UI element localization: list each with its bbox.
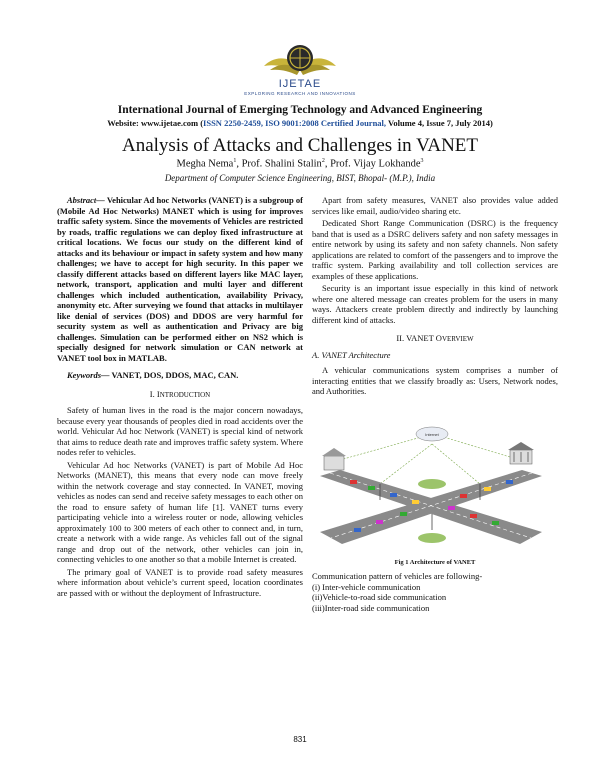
intro-paragraph-2: Vehicular Ad hoc Networks (VANET) is part of Mobile Ad Hoc Networks (MANET), this means that every node can move freely within the network coverage and stay connected. In VANET, moving vehicles as nodes can send and receive safety messages to each other on the road to ensure safety of human life [1]. VANET turns every participating vehicle into a wireless router or node, allowing vehicles approximately 100 to 300 meters of each other to connect and, in turn, create a network with a wide range. As vehicles fall out of the signal range and drop out of the network, other vehicles can join in, connecting vehicles to one another so that a mobile Internet is created. — [57, 459, 303, 564]
right-paragraph-1: Apart from safety measures, VANET also provides value added services like email, audio/video sharing etc. — [312, 195, 558, 216]
communication-patterns — [312, 571, 558, 613]
right-paragraph-3: Security is an important issue especially in this kind of network where one altered message can creates problem for the users in many ways. Attackers create problem directly and indirectly by launching different kind of attacks. — [312, 283, 558, 325]
figure-caption: Fig 1 Architecture of VANET — [394, 559, 476, 566]
abstract-label: Abstract— — [67, 195, 105, 205]
right-column — [312, 195, 558, 399]
left-column — [57, 195, 303, 600]
author-2: , Prof. Shalini Stalin — [236, 158, 322, 170]
author-1-sup: 1 — [233, 158, 237, 164]
intro-paragraph-1: Safety of human lives in the road is the major concern nowadays, because every year thousands of peoples died in road accidents over the world. Vehicular Ad hoc Network (VANET) is special kind of network that aims to reduce death rate and improves traffic safety system. Where nodes refer to vehicles. — [57, 405, 303, 457]
communication-intro: Communication pattern of vehicles are following- — [312, 571, 483, 581]
authority-building-icon — [508, 442, 534, 464]
architecture-paragraph: A vehicular communications system comprises a number of interacting entities that we classify broadly as: Users, Network nodes, and Authorities. — [312, 365, 558, 396]
vanet-architecture-figure — [320, 420, 542, 544]
section-heading-introduction: I. INTRODUCTION — [149, 388, 211, 399]
author-1: Megha Nema — [176, 158, 234, 170]
abstract — [57, 195, 303, 363]
list-item: (i) Inter-vehicle communication — [312, 581, 421, 592]
list-item: (ii)Vehicle-to-road side communication — [312, 592, 447, 602]
page-number: 831 — [293, 735, 307, 744]
author-3: , Prof. Vijay Lokhande — [324, 158, 421, 170]
keywords-text: VANET, DOS, DDOS, MAC, CAN. — [109, 370, 239, 380]
author-3-sup: 3 — [420, 158, 424, 164]
author-list — [0, 158, 600, 170]
journal-title: International Journal of Emerging Technology and Advanced Engineering — [117, 104, 483, 116]
website-suffix: Volume 4, Issue 7, July 2014) — [386, 118, 493, 128]
journal-website — [0, 118, 600, 128]
subsection-heading-architecture: A. VANET Architecture — [312, 349, 391, 360]
intro-paragraph-3: The primary goal of VANET is to provide road safety measures where information about vehicle’s current speed, location coordinates are passed with or without the deployment of Infrastructure. — [57, 566, 303, 598]
affiliation: Department of Computer Science Engineering, BIST, Bhopal- (M.P.), India — [164, 173, 436, 183]
list-item: (iii)Inter-road side communication — [312, 602, 430, 613]
paper-title: Analysis of Attacks and Challenges in VANET — [121, 135, 479, 156]
certificate-authority-icon — [322, 448, 346, 470]
internet-label: Internet — [425, 432, 439, 437]
figure-links — [340, 436, 520, 484]
website-prefix: Website: www.ijetae.com ( — [107, 118, 204, 128]
author-2-sup: 2 — [321, 158, 325, 164]
website-issn[interactable]: ISSN 2250-2459, ISO 9001:2008 Certified Journal, — [203, 118, 387, 128]
logo-tagline: EXPLORING RESEARCH AND INNOVATIONS — [244, 91, 356, 96]
keywords — [57, 370, 303, 381]
abstract-text: Vehicular Ad hoc Networks (VANET) is a subgroup of (Mobile Ad Hoc Networks) MANET which is using for improves traffic safety system. Since the movements of Vehicles are restricted by roads, traffic regulations we can deploy fixed infrastructure at critical locations. We focus our study on the different kind of attacks and its behaviour or impact in safety system and how many challenges; we have to accept for high security. In this paper we classify different attacks based on different layers like MAC layer, network, transport, application and multi layer and different challenges which included authentication, availability Privacy, anonymity etc. After surveying we found that attacks in multilayer like denial of services (DOS) and DDOS are very harmful for security system as well as authentication and Privacy are big challenges. Simulation can be performed either on NS2 which is specially designed for network simulation or CAN network at VANET tool box in MATLAB. — [57, 195, 303, 363]
internet-cloud-icon — [416, 427, 448, 441]
keywords-label: Keywords— — [67, 370, 110, 380]
section-heading-vanet-overview: II. VANET OVERVIEW — [396, 333, 474, 343]
right-paragraph-2: Dedicated Short Range Communication (DSRC) is the frequency band that is used as a DSRC delivers safety and non safety messages in entire network by using its safety and non safety channels. Non safety applications are related to comfort of the passengers and to improve the traffic system. Parking availability and toll collection services are examples of these applications. — [312, 218, 558, 281]
logo-name: IJETAE — [278, 78, 322, 90]
